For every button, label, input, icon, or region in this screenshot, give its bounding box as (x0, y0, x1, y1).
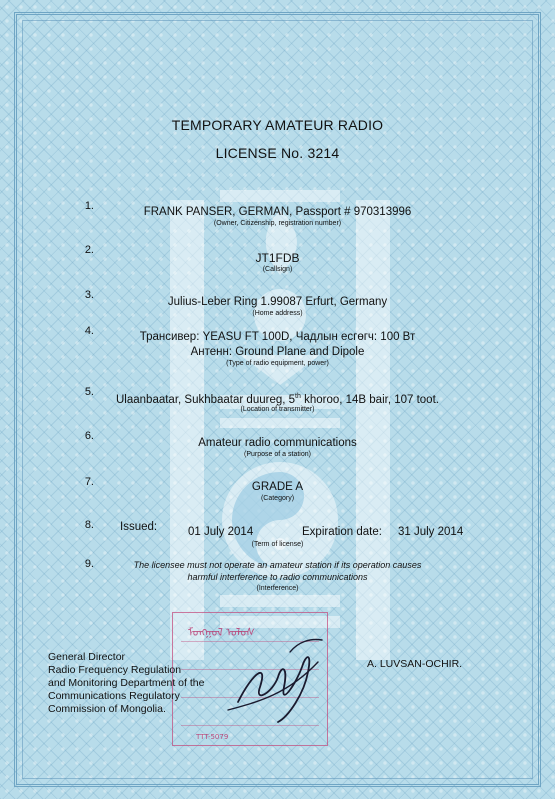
callsign-value: JT1FDB (255, 251, 300, 265)
callsign-caption: (Callsign) (262, 266, 293, 273)
station-purpose-caption: (Purpose of a station) (244, 451, 311, 458)
interference-note-line2: harmful interference to radio communications (187, 572, 368, 582)
equipment-caption: (Type of radio equipment, power) (226, 360, 329, 367)
transmitter-location-caption: (Location of transmitter) (240, 406, 315, 413)
transmitter-location-value: Ulaanbaatar, Sukhbaatar duureg, 5th khoroo, 14B bair, 107 toot. (116, 393, 439, 406)
owner-value: FRANK PANSER, GERMAN, Passport # 970313996 (143, 206, 412, 218)
item-number: 6. (84, 430, 94, 442)
issued-label: Issued: (120, 521, 158, 533)
item-number: 3. (84, 289, 94, 301)
item-number: 2. (84, 244, 94, 256)
equipment-value: Трансивер: YEASU FT 100D, Чадлын есгөгч: 100 Вт (139, 331, 416, 343)
issued-date: 01 July 2014 (188, 526, 254, 538)
category-caption: (Category) (260, 495, 295, 502)
expiration-date: 31 July 2014 (398, 526, 464, 538)
director-signature (218, 632, 338, 732)
stamp-mongolian-script: ᠮᠣᠩᠭᠣᠯ ᠤᠯᠤᠰ (188, 626, 255, 639)
owner-caption: (Owner, Citizenship, registration number) (213, 220, 342, 227)
license-title-line1: TEMPORARY AMATEUR RADIO (171, 117, 384, 133)
stamp-code: TTT-5079 (196, 733, 229, 741)
station-purpose-value: Amateur radio communications (198, 437, 357, 449)
home-address-caption: (Home address) (252, 310, 303, 317)
item-number: 4. (84, 325, 94, 337)
director-name: A. LUVSAN-OCHIR. (367, 658, 463, 670)
interference-caption: (Interference) (256, 585, 299, 592)
license-title-line2: LICENSE No. 3214 (215, 145, 340, 161)
item-number: 5. (84, 386, 94, 398)
item-number: 9. (84, 558, 94, 570)
item-number: 1. (84, 200, 94, 212)
home-address-value: Julius-Leber Ring 1.99087 Erfurt, Germany (167, 296, 388, 308)
category-value: GRADE A (251, 481, 304, 493)
director-title-line: General Director (48, 651, 126, 663)
antenna-value: Антенн: Ground Plane and Dipole (190, 346, 365, 358)
interference-note-line1: The licensee must not operate an amateur station if its operation causes (133, 560, 422, 570)
term-caption: (Term of license) (251, 541, 304, 548)
director-title-line: Radio Frequency Regulation (48, 664, 182, 676)
item-number: 7. (84, 476, 94, 488)
director-title-line: Commission of Mongolia. (48, 703, 166, 715)
expiration-label: Expiration date: (302, 526, 382, 538)
director-title-line: and Monitoring Department of the (48, 677, 205, 689)
director-title-line: Communications Regulatory (48, 690, 180, 702)
item-number: 8. (84, 519, 94, 531)
